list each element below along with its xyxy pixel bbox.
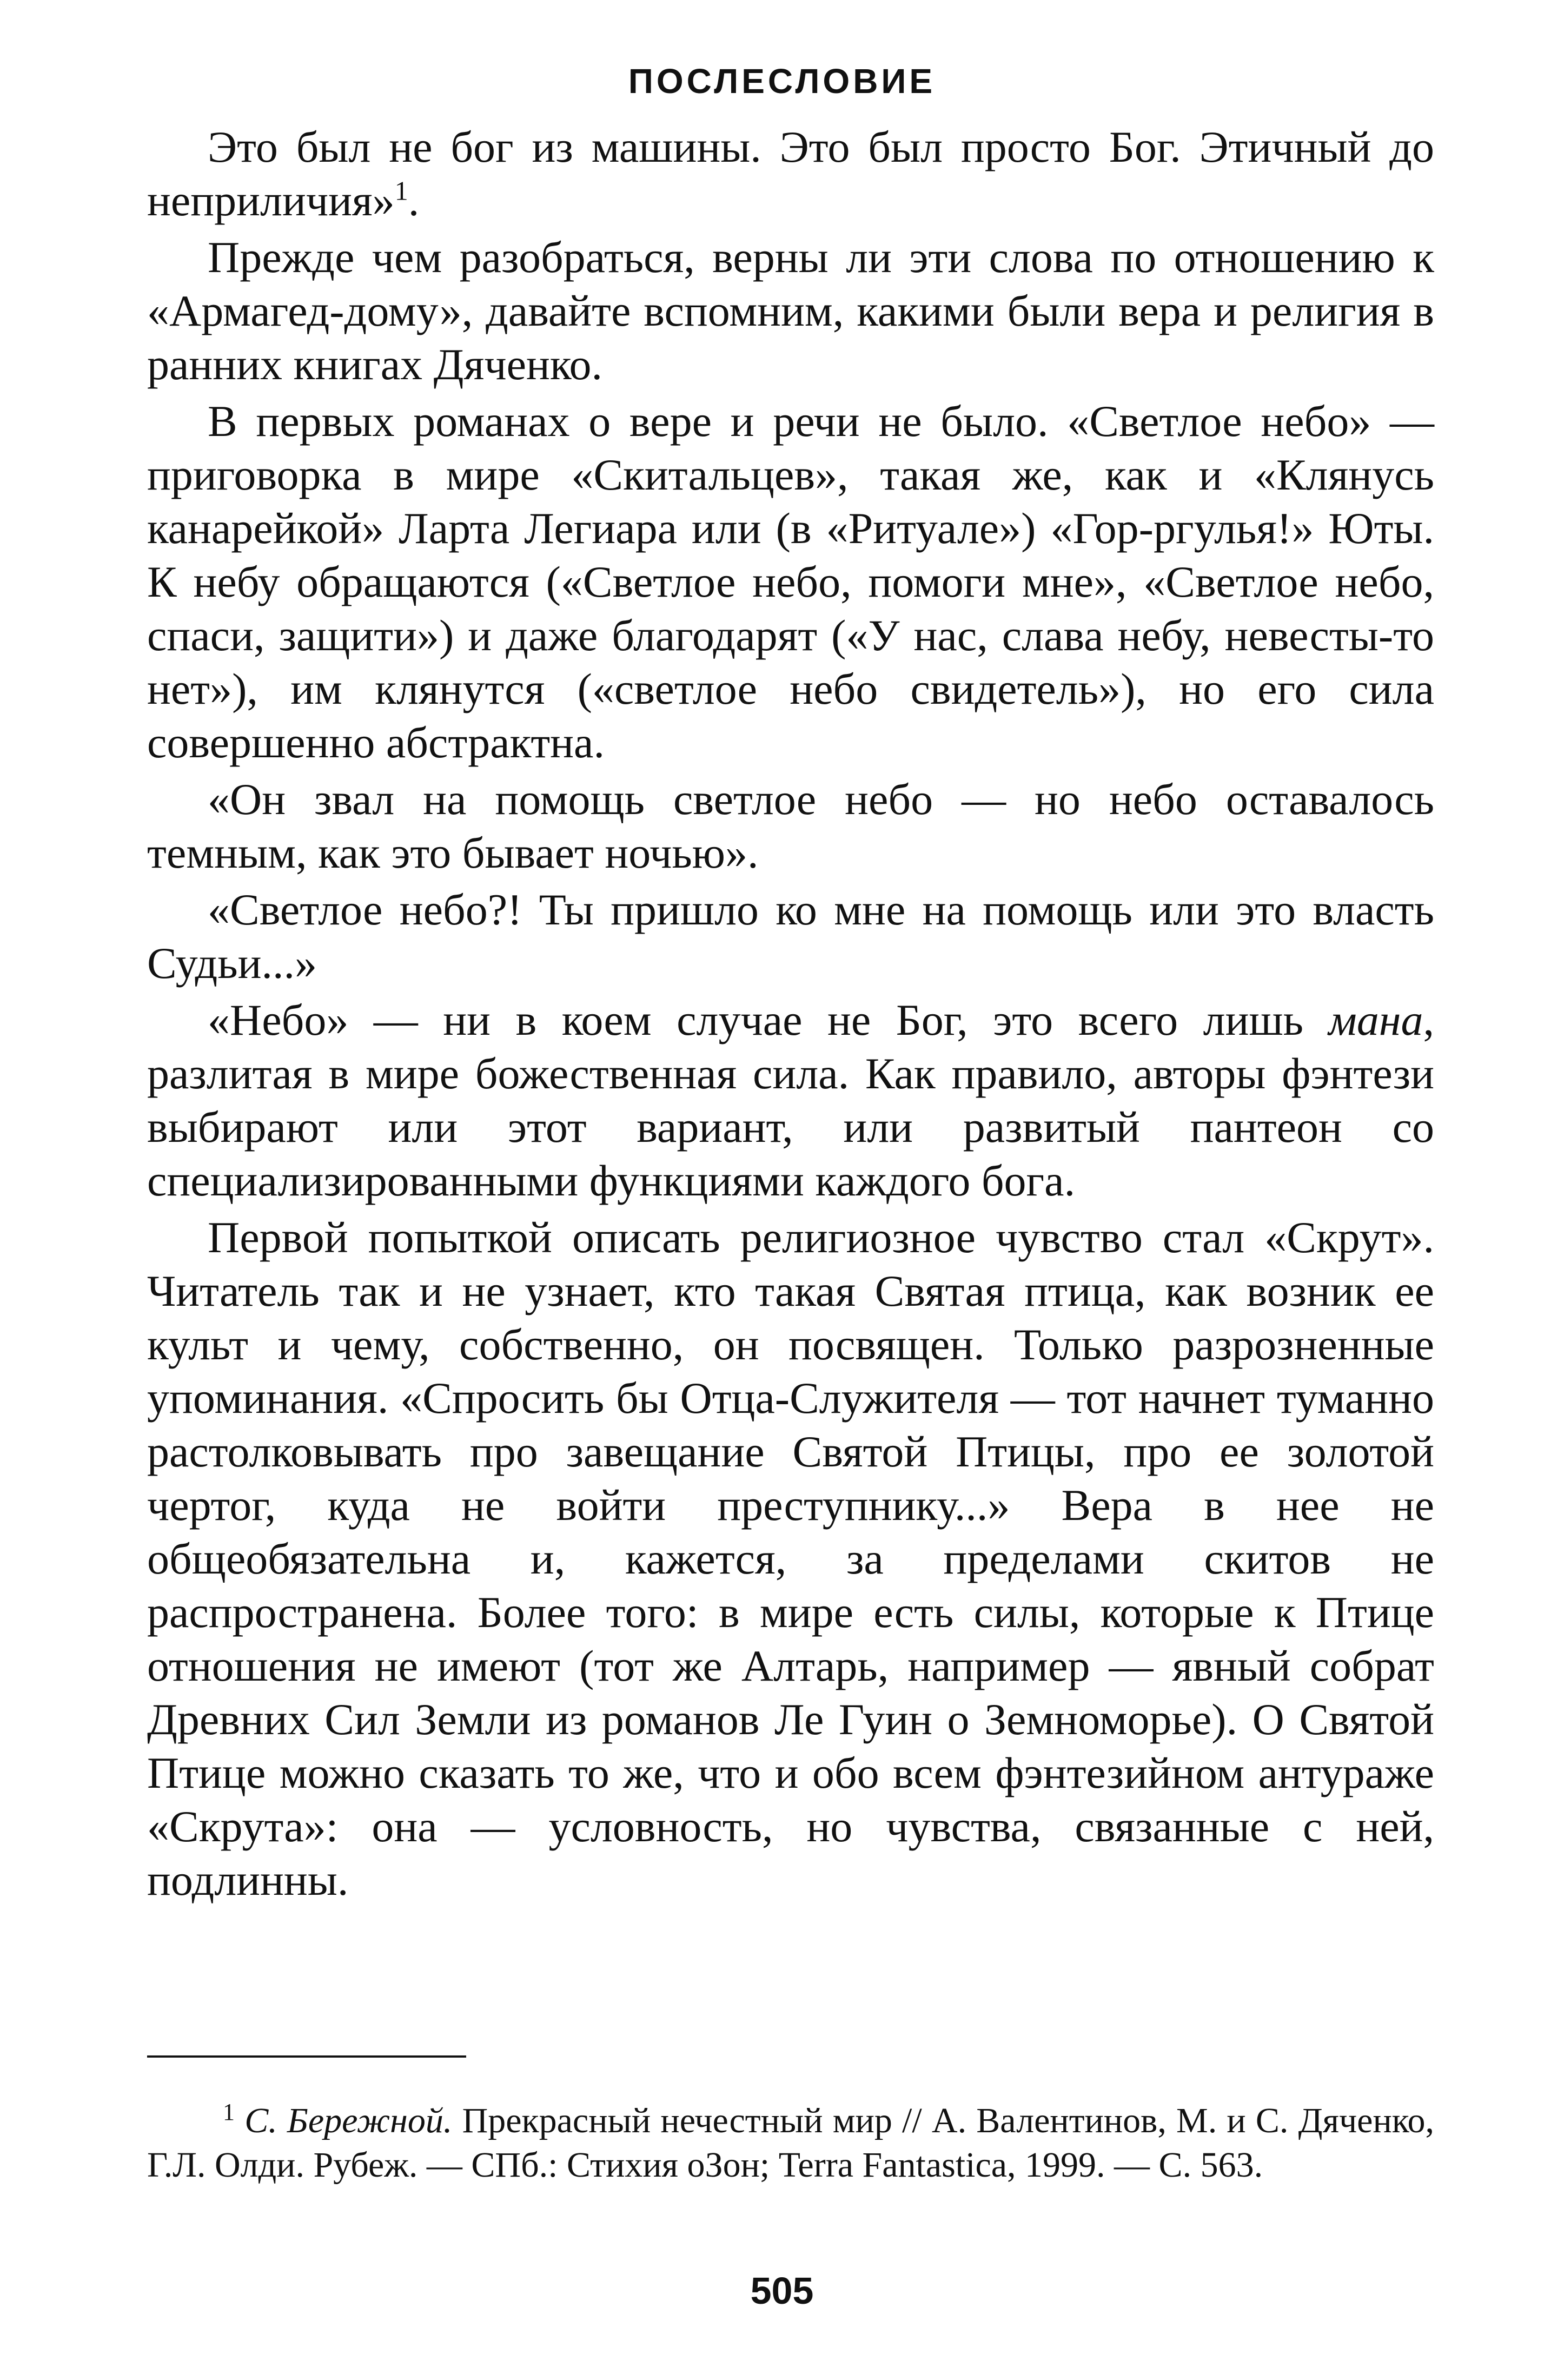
- paragraph-6: [147, 993, 1434, 1207]
- footnote-number: 1: [223, 2099, 235, 2125]
- paragraph-1-text-end: .: [408, 176, 420, 225]
- paragraph-5-quote: «Светлое небо?! Ты пришло ко мне на помощь или это власть Судьи...»: [147, 885, 1434, 988]
- paragraph-2: Прежде чем разобраться, верны ли эти слова по отношению к «Армагед-дому», давайте вспомним, какими были вера и религия в ранних книгах Дяченко.: [147, 233, 1434, 389]
- footnote-separator: [147, 2055, 466, 2058]
- paragraph-1-text: Это был не бог из машины. Это был просто Бог. Этичный до неприличия»: [147, 122, 1434, 225]
- running-head: ПОСЛЕСЛОВИЕ: [628, 62, 936, 101]
- italic-term: мана: [1328, 995, 1423, 1044]
- paragraph-7: Первой попыткой описать религиозное чувство стал «Скрут». Читатель так и не узнает, кто такая Святая птица, как возник ее культ и чему, собственно, он посвящен. Только разрозненные упоминания. «Спросить бы Отца-Служителя — тот начнет туманно растолковывать про завещание Святой Птицы, про ее золотой чертог, куда не войти преступнику...» Вера в нее не общеобязательна и, кажется, за пределами скитов не распространена. Более того: в мире есть силы, которые к Птице отношения не имеют (тот же Алтарь, например — явный собрат Древних Сил Земли из романов Ле Гуин о Земноморье). О Святой Птице можно сказать то же, что и обо всем фэнтезийном антураже «Скрута»: она — условность, но чувства, связанные с ней, подлинны.: [147, 1213, 1434, 1905]
- footnote-reference: 1: [394, 175, 408, 206]
- paragraph-6-text-end: , разлитая в мире божественная сила. Как правило, авторы фэнтези выбирают или этот вариант, или развитый пантеон со специализированными функциями каждого бога.: [147, 995, 1434, 1205]
- footnote: [147, 2099, 1434, 2187]
- page-number: 505: [750, 2270, 814, 2312]
- footnote-text: Прекрасный нечестный мир // А. Валентинов, М. и С. Дяченко, Г.Л. Олди. Рубеж. — СПб.: Стихия оЗон; Terra Fantastica, 1999. — С. 563.: [147, 2101, 1434, 2185]
- paragraph-3: В первых романах о вере и речи не было. «Светлое небо» — приговорка в мире «Скитальцев», такая же, как и «Клянусь канарейкой» Ларта Легиара или (в «Ритуале») «Гор-ргулья!» Юты. К небу обращаются («Светлое небо, помоги мне», «Светлое небо, спаси, защити») и даже благодарят («У нас, слава небу, невесты-то нет»), им клянутся («светлое небо свидетель»), но его сила совершенно абстрактна.: [147, 396, 1434, 767]
- main-text: [147, 120, 1434, 1910]
- footnote-author: С. Бережной.: [244, 2101, 453, 2140]
- paragraph-1: [147, 120, 1434, 227]
- paragraph-4-quote: «Он звал на помощь светлое небо — но небо оставалось темным, как это бывает ночью».: [147, 775, 1434, 877]
- paragraph-6-text: «Небо» — ни в коем случае не Бог, это всего лишь: [208, 995, 1329, 1044]
